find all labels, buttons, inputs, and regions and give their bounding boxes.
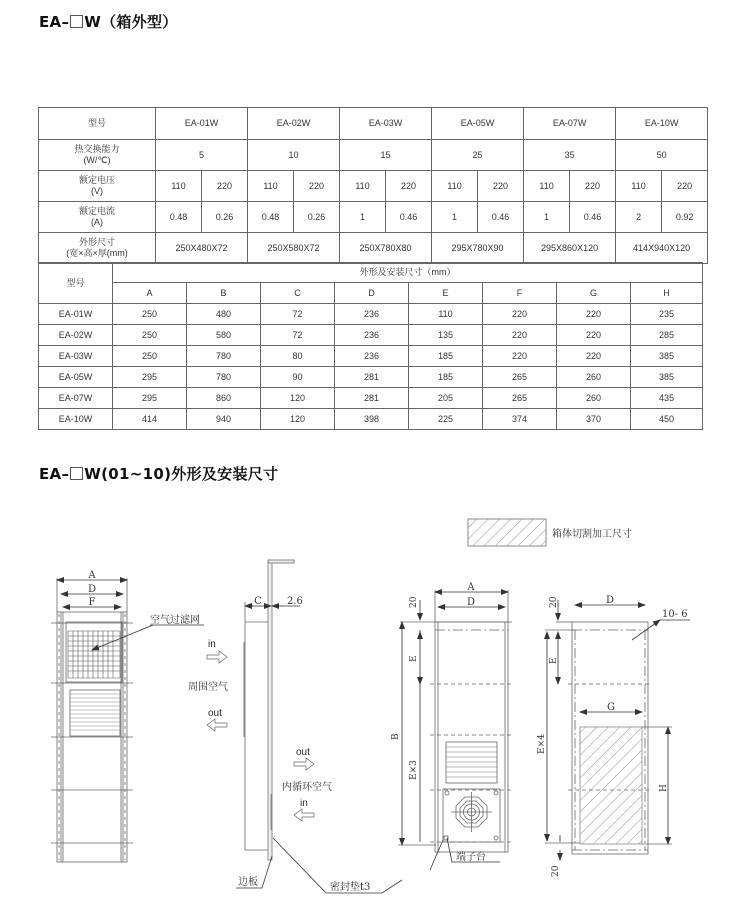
dim-label: 20 (549, 596, 559, 608)
dim-label: G (607, 702, 615, 713)
dim-cell: 220 (557, 325, 631, 346)
current-cell: 2 (616, 202, 662, 233)
dim-label: E×4 (537, 734, 547, 754)
current-cell: 0.46 (478, 202, 524, 233)
dim-cell: 236 (335, 346, 409, 367)
dim-cell: 780 (187, 346, 261, 367)
dim-cell: 250 (113, 325, 187, 346)
dim-label: B (391, 733, 401, 740)
leader-lines (236, 838, 402, 893)
dim-cell: 220 (483, 346, 557, 367)
voltage-cell: 220 (202, 171, 248, 202)
column-header: A (113, 283, 187, 304)
column-header: D (335, 283, 409, 304)
spec-row-voltage (39, 171, 708, 202)
dim-cell: 260 (557, 388, 631, 409)
dim-cell: 385 (631, 346, 703, 367)
dim-label: D (87, 584, 97, 595)
current-cell: 0.46 (570, 202, 616, 233)
airflow-in-label: in (300, 798, 308, 809)
label-unit: (W/℃) (83, 155, 111, 165)
model-cell: EA-07W (524, 108, 616, 140)
dim-label: D (466, 597, 476, 608)
model-cell: EA-05W (39, 367, 113, 388)
outer-air-label: 周围空气 (188, 682, 228, 693)
dim-cell: 435 (631, 388, 703, 409)
table-row (39, 325, 703, 346)
dim-cell: 235 (631, 304, 703, 325)
column-header: B (187, 283, 261, 304)
dim-label: 2.6 (287, 596, 303, 607)
dim-cell: 80 (261, 346, 335, 367)
table-row (39, 367, 703, 388)
holes-label: 10- 6 (662, 609, 688, 620)
voltage-cell: 220 (662, 171, 708, 202)
model-cell: EA-03W (39, 346, 113, 367)
dim-cell: 220 (483, 304, 557, 325)
placeholder-box-icon (70, 467, 83, 480)
dim-cell: 135 (409, 325, 483, 346)
voltage-cell: 110 (524, 171, 570, 202)
placeholder-box-icon (70, 15, 83, 28)
voltage-cell: 110 (340, 171, 386, 202)
model-cell: EA-01W (39, 304, 113, 325)
arrow-right-icon (207, 651, 227, 663)
current-cell: 0.92 (662, 202, 708, 233)
back-view (398, 590, 512, 870)
arrow-left-icon (207, 719, 227, 731)
dim-label: 20 (551, 865, 561, 877)
arrow-left-icon (294, 809, 314, 821)
dim-cell: 780 (187, 367, 261, 388)
section-title-outdoor-type (39, 11, 178, 32)
size-cell: 250X780X80 (340, 233, 432, 264)
capacity-cell: 25 (432, 140, 524, 171)
dim-cell: 220 (557, 304, 631, 325)
dim-label: C (254, 596, 262, 607)
table-row (39, 304, 703, 325)
dim-cell: 90 (261, 367, 335, 388)
dim-cell: 72 (261, 325, 335, 346)
current-cell: 0.26 (294, 202, 340, 233)
table-row (39, 409, 703, 430)
dim-cell: 295 (113, 367, 187, 388)
size-cell: 250X480X72 (156, 233, 248, 264)
dimension-table (38, 262, 703, 430)
title-suffix: W(01~10)外形及安装尺寸 (84, 465, 279, 483)
label-unit: (V) (91, 186, 103, 196)
dim-cell: 205 (409, 388, 483, 409)
cutout-view (545, 600, 690, 860)
table-row (39, 346, 703, 367)
current-cell: 0.48 (248, 202, 294, 233)
dim-label: E (409, 655, 419, 662)
label-line: 热交换能力 (74, 144, 120, 154)
dim-label: D (605, 595, 615, 606)
model-cell: EA-03W (340, 108, 432, 140)
capacity-cell: 35 (524, 140, 616, 171)
model-cell: EA-07W (39, 388, 113, 409)
dim-cell: 250 (113, 304, 187, 325)
dim-header-row (39, 263, 703, 283)
airflow-in-label: in (208, 639, 216, 650)
dim-cell: 265 (483, 367, 557, 388)
dim-cell: 385 (631, 367, 703, 388)
voltage-cell: 110 (432, 171, 478, 202)
dim-label: 20 (409, 596, 419, 608)
dim-cell: 236 (335, 325, 409, 346)
table-row (39, 388, 703, 409)
capacity-cell: 5 (156, 140, 248, 171)
dim-cell: 940 (187, 409, 261, 430)
dim-cell: 860 (187, 388, 261, 409)
capacity-cell: 50 (616, 140, 708, 171)
legend-cutout (468, 519, 632, 546)
row-label (39, 171, 156, 202)
size-cell: 414X940X120 (616, 233, 708, 264)
dim-cell: 220 (557, 346, 631, 367)
spec-row-current (39, 202, 708, 233)
size-cell: 250X580X72 (248, 233, 340, 264)
dim-cell: 398 (335, 409, 409, 430)
model-cell: EA-02W (39, 325, 113, 346)
dim-cell: 120 (261, 409, 335, 430)
dim-label: E×3 (409, 760, 419, 780)
voltage-cell: 220 (386, 171, 432, 202)
current-cell: 0.26 (202, 202, 248, 233)
column-header: H (631, 283, 703, 304)
airflow-out-label: out (208, 708, 222, 719)
row-label (39, 202, 156, 233)
current-cell: 1 (432, 202, 478, 233)
dim-cell: 72 (261, 304, 335, 325)
model-cell: EA-10W (616, 108, 708, 140)
dim-label: A (88, 570, 96, 581)
dim-cell: 450 (631, 409, 703, 430)
label-unit: (宽×高×厚(mm) (66, 248, 128, 258)
technical-drawing (0, 490, 743, 900)
dim-cell: 120 (261, 388, 335, 409)
dim-cell: 295 (113, 388, 187, 409)
size-cell: 295X860X120 (524, 233, 616, 264)
dim-label: H (659, 784, 669, 792)
model-header: 型号 (39, 263, 113, 304)
dim-cell: 281 (335, 367, 409, 388)
legend-label: 箱体切割加工尺寸 (552, 529, 632, 540)
dim-cell: 414 (113, 409, 187, 430)
current-cell: 0.48 (156, 202, 202, 233)
row-label: 型号 (39, 108, 156, 140)
dim-cell: 220 (483, 325, 557, 346)
inner-air-label: 内循环空气 (282, 782, 332, 793)
current-cell: 1 (524, 202, 570, 233)
dim-cell: 285 (631, 325, 703, 346)
dim-label: A (467, 582, 475, 593)
model-cell: EA-10W (39, 409, 113, 430)
title-suffix: W（箱外型） (84, 13, 178, 31)
model-cell: EA-05W (432, 108, 524, 140)
arrow-right-icon (294, 758, 314, 770)
dim-label: F (88, 597, 96, 608)
label-line: 额定电压 (78, 175, 115, 185)
column-header: C (261, 283, 335, 304)
voltage-cell: 110 (248, 171, 294, 202)
dim-cell: 185 (409, 346, 483, 367)
row-label (39, 140, 156, 171)
voltage-cell: 110 (156, 171, 202, 202)
model-cell: EA-02W (248, 108, 340, 140)
dim-cell: 225 (409, 409, 483, 430)
dim-cell: 580 (187, 325, 261, 346)
dim-cell: 281 (335, 388, 409, 409)
spec-row-capacity (39, 140, 708, 171)
spec-row-size (39, 233, 708, 264)
size-cell: 295X780X90 (432, 233, 524, 264)
airflow-out-label: out (296, 747, 310, 758)
voltage-cell: 110 (616, 171, 662, 202)
spec-table (38, 107, 708, 264)
voltage-cell: 220 (478, 171, 524, 202)
label-line: 额定电流 (78, 206, 115, 216)
label-unit: (A) (91, 217, 103, 227)
dim-cell: 370 (557, 409, 631, 430)
dim-cell: 480 (187, 304, 261, 325)
title-prefix: EA– (39, 13, 70, 31)
row-label (39, 233, 156, 264)
column-header: E (409, 283, 483, 304)
column-header: F (483, 283, 557, 304)
gasket-label: 密封垫t3 (330, 882, 371, 893)
dim-cell: 236 (335, 304, 409, 325)
voltage-cell: 220 (570, 171, 616, 202)
title-prefix: EA– (39, 465, 70, 483)
column-header: G (557, 283, 631, 304)
dim-cell: 110 (409, 304, 483, 325)
filter-label: 空气过滤网 (150, 615, 200, 626)
dim-cell: 260 (557, 367, 631, 388)
current-cell: 0.46 (386, 202, 432, 233)
model-cell: EA-01W (156, 108, 248, 140)
dim-cell: 185 (409, 367, 483, 388)
side-panel-label: 边板 (238, 877, 258, 888)
dim-label: E (549, 657, 559, 664)
dim-column-row (39, 283, 703, 304)
dim-cell: 250 (113, 346, 187, 367)
dim-cell: 374 (483, 409, 557, 430)
terminal-label: 端子台 (456, 852, 486, 863)
group-header: 外形及安装尺寸（mm） (113, 263, 703, 283)
label-line: 外形尺寸 (78, 237, 115, 247)
capacity-cell: 10 (248, 140, 340, 171)
capacity-cell: 15 (340, 140, 432, 171)
dim-cell: 265 (483, 388, 557, 409)
spec-row-model (39, 108, 708, 140)
voltage-cell: 220 (294, 171, 340, 202)
section-title-dimensions (39, 463, 278, 484)
current-cell: 1 (340, 202, 386, 233)
